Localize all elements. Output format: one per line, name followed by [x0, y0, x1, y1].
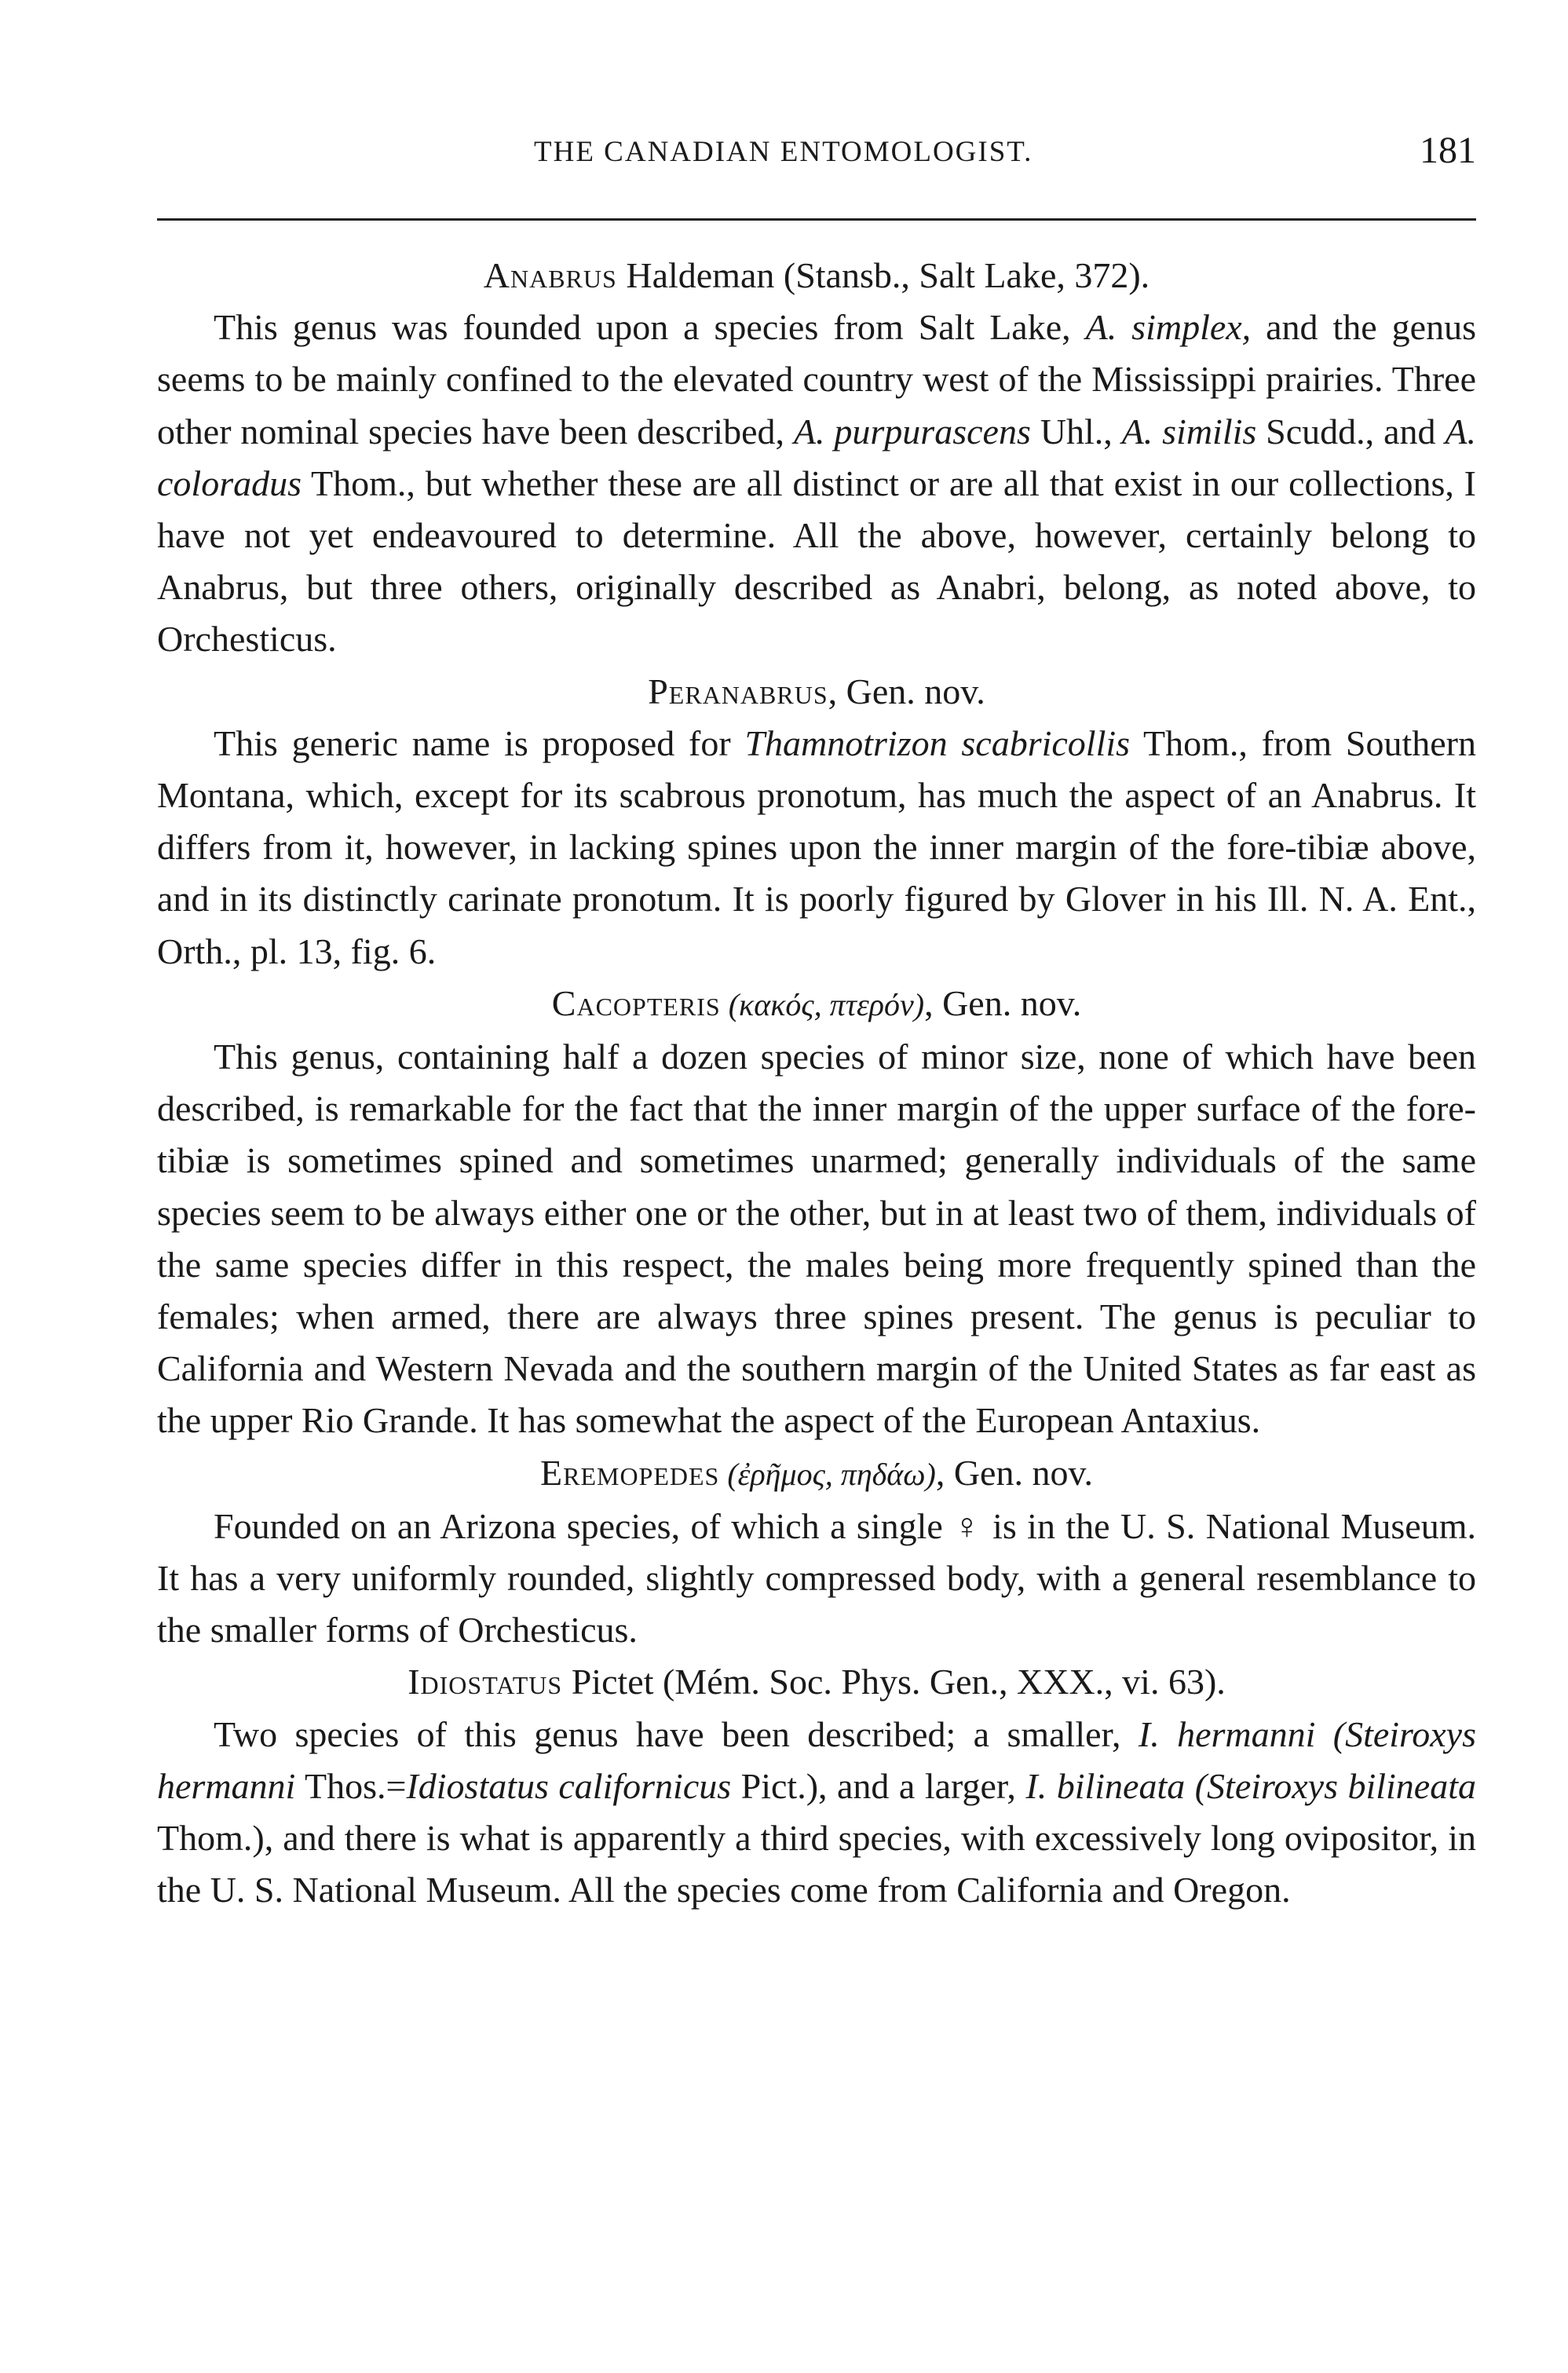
entry-heading: [157, 1447, 1476, 1501]
entry-paragraph: [157, 718, 1476, 978]
header-rule: [157, 218, 1476, 221]
text-run: Two species of this genus have been described; a smaller,: [214, 1713, 1139, 1754]
entry-heading: [157, 666, 1476, 718]
text-run: Thom., from Southern Montana, which, except for its scabrous pronotum, has much the aspect of an Anabrus. It differs from it, however, in lacking spines upon the inner margin of the fore-tibiæ above, and in its distinctly carinate pronotum. It is poorly figured by Glover in his Ill. N. A. Ent., Orth., pl. 13, fig. 6.: [157, 722, 1476, 971]
heading-citation: , Gen. nov.: [828, 671, 985, 711]
species-name: Thamnotrizon scabricollis: [744, 722, 1131, 763]
greek-etymology: (κακός, πτερόν): [720, 986, 925, 1022]
species-name: A. similis: [1121, 411, 1257, 452]
running-head: [157, 130, 1476, 182]
entry-heading: [157, 978, 1476, 1031]
running-title: THE CANADIAN ENTOMOLOGIST.: [534, 136, 1033, 168]
genus-name: Peranabrus: [648, 671, 828, 711]
entry-peranabrus: [157, 666, 1476, 978]
species-name: I. bilineata (Steiroxys bilineata: [1025, 1765, 1476, 1806]
text-run: Scudd., and: [1256, 411, 1446, 452]
text-run: and the genus seems to be mainly confined to the elevated country west of the Mississippi prairies. Three other nominal species have been described,: [157, 307, 1476, 452]
text-run: Thom., but whether these are all distinct or are all that exist in our collections, I have not yet endeavoured to determine. All the above, however, certainly belong to Anabrus, but three others, originally described as Anabri, belong, as noted above, to Orchesticus.: [157, 463, 1476, 660]
page-number: 181: [1420, 130, 1476, 171]
entry-anabrus: [157, 250, 1476, 666]
heading-citation: , Gen. nov.: [935, 1452, 1093, 1493]
genus-name: Anabrus: [483, 255, 617, 295]
text-run: This genus was founded upon a species from Salt Lake,: [214, 307, 1086, 348]
entry-heading: [157, 250, 1476, 302]
species-name: A. coloradus: [157, 411, 1476, 503]
greek-etymology: (ἐρῆμος, πηδάω): [719, 1456, 936, 1492]
genus-name: Eremopedes: [540, 1452, 720, 1493]
text-run: This genus, containing half a dozen species of minor size, none of which have been described, is remarkable for the fact that the inner margin of the upper surface of the fore-tibiæ is sometimes spined and sometimes unarmed; generally individuals of the same species seem to be always either one or the other, but in at least two of them, individuals of the same species differ in this respect, the males being more frequently spined than the females; when armed, there are always three spines present. The genus is peculiar to California and Western Nevada and the southern margin of the United States as far east as the upper Rio Grande. It has somewhat the aspect of the European Antaxius.: [157, 1037, 1476, 1441]
entry-heading: [157, 1656, 1476, 1708]
heading-citation: Haldeman (Stansb., Salt Lake, 372).: [616, 255, 1150, 295]
entry-paragraph: [157, 302, 1476, 665]
genus-name: Idiostatus: [408, 1662, 563, 1702]
species-name: A. purpurascens: [793, 411, 1031, 452]
text-run: Pict.), and a larger,: [731, 1765, 1026, 1806]
species-name: I. hermanni (Steiroxys hermanni: [157, 1713, 1476, 1806]
entry-cacopteris: [157, 978, 1476, 1447]
text-run: Uhl.,: [1030, 411, 1122, 452]
entry-paragraph: [157, 1501, 1476, 1657]
genus-name: Cacopteris: [551, 982, 721, 1023]
entry-idiostatus: [157, 1656, 1476, 1916]
text-run: Thos.=: [295, 1765, 407, 1806]
heading-citation: , Gen. nov.: [924, 982, 1082, 1023]
species-name: A. simplex,: [1085, 307, 1252, 348]
entry-paragraph: [157, 1709, 1476, 1917]
text-run: Thom.), and there is what is apparently a third species, with excessively long ovipositor, in the U. S. National Museum. All the species come from California and Oregon.: [157, 1818, 1476, 1910]
article-body: [157, 250, 1476, 1917]
text-run: Founded on an Arizona species, of which a single ♀ is in the U. S. National Museum. It has a very uniformly rounded, slightly compressed body, with a general resemblance to the smaller forms of Orchesticus.: [157, 1505, 1476, 1651]
species-name: Idiostatus californicus: [406, 1765, 732, 1806]
entry-paragraph: [157, 1031, 1476, 1447]
entry-eremopedes: [157, 1447, 1476, 1657]
text-run: This generic name is proposed for: [214, 722, 745, 763]
heading-citation: Pictet (Mém. Soc. Phys. Gen., XXX., vi. 63).: [562, 1662, 1226, 1702]
